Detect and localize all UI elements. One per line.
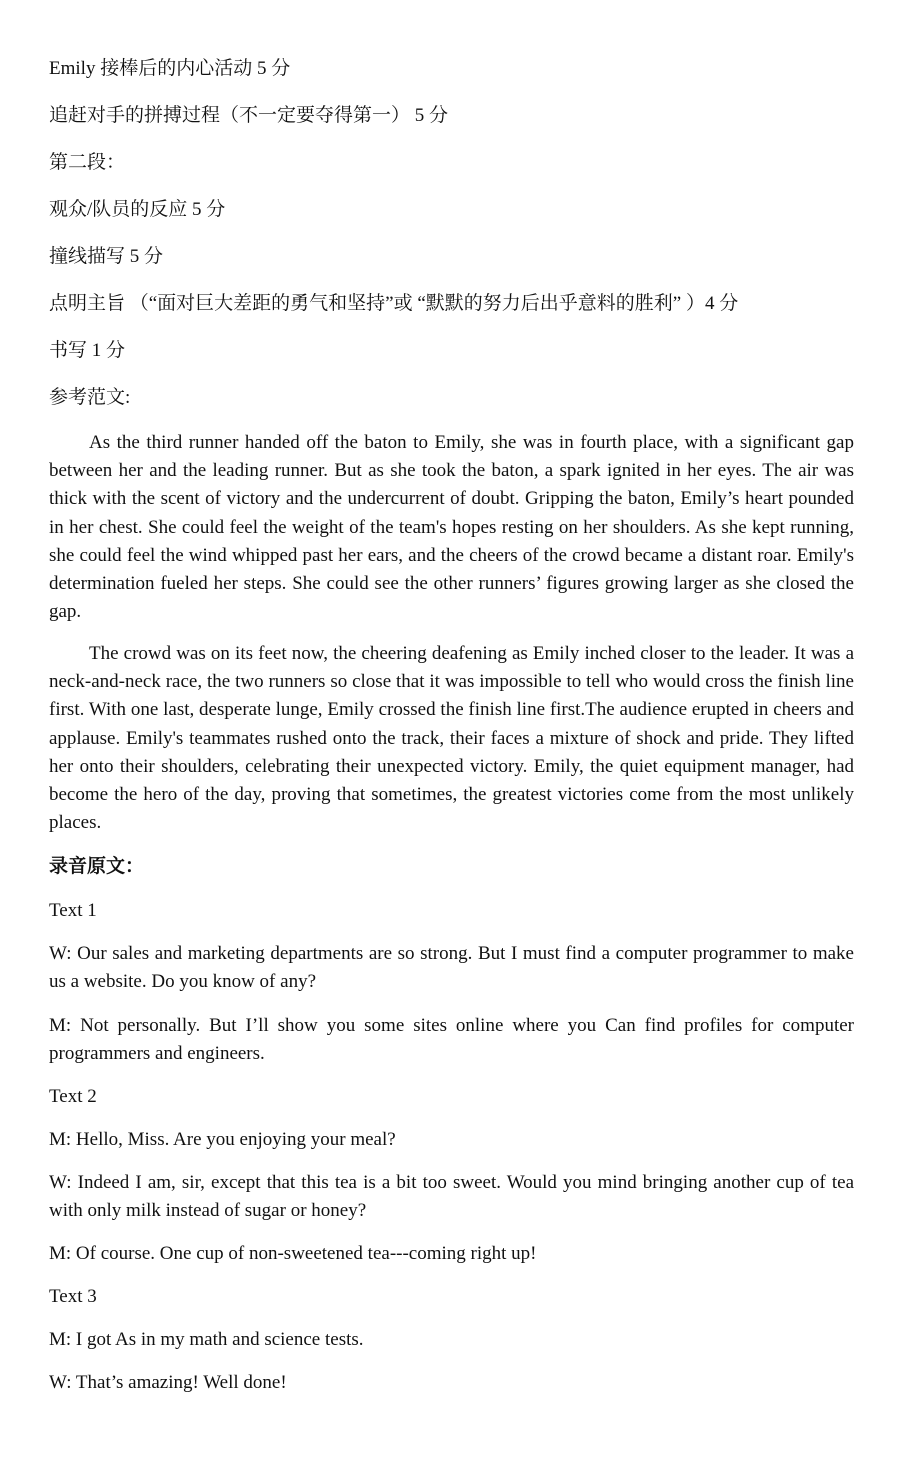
rubric-item-theme: 点明主旨 （“面对巨大差距的勇气和坚持”或 “默默的努力后出乎意料的胜利” ）4 分	[49, 293, 739, 314]
transcript-text2-line1: M: Hello, Miss. Are you enjoying your meal?	[49, 1129, 396, 1150]
sample-essay-paragraph-2: The crowd was on its feet now, the cheering deafening as Emily inched closer to the leader. It was a neck-and-neck race, the two runners so close that it was impossible to tell who would cross the finish line first. With one last, desperate lunge, Emily crossed the finish line first.The audience erupted in cheers and applause. Emily's teammates rushed onto the track, their faces a mixture of shock and pride. They lifted her onto their shoulders, celebrating their unexpected victory. Emily, the quiet equipment manager, had become the hero of the day, proving that sometimes, the greatest victories come from the most unlikely places.	[49, 643, 854, 834]
sample-essay-heading: 参考范文:	[49, 387, 131, 408]
transcript-text2-label: Text 2	[49, 1086, 97, 1107]
rubric-item-handwriting: 书写 1 分	[49, 340, 126, 361]
transcript-text1-line2: M: Not personally. But I’ll show you some sites online where you Can find profiles for computer programmers and engineers.	[49, 1015, 854, 1065]
sample-essay-paragraph-1: As the third runner handed off the baton to Emily, she was in fourth place, with a significant gap between her and the leading runner. But as she took the baton, a spark ignited in her eyes. The air was thick with the scent of victory and the undercurrent of doubt. Gripping the baton, Emily’s heart pounded in her chest. She could feel the weight of the team's hopes resting on her shoulders. As she kept running, she could feel the wind whipped past her ears, and the cheers of the crowd became a distant roar. Emily's determination fueled her steps. She could see the other runners’ figures growing larger as she closed the gap.	[49, 432, 854, 623]
transcript-text3-label: Text 3	[49, 1286, 97, 1307]
transcript-text1-line1: W: Our sales and marketing departments are so strong. But I must find a computer programmer to make us a website. Do you know of any?	[49, 943, 854, 993]
transcript-text3-line1: M: I got As in my math and science tests.	[49, 1329, 364, 1350]
rubric-item-chase-process: 追赶对手的拼搏过程（不一定要夺得第一） 5 分	[49, 105, 449, 126]
transcript-text2-line2: W: Indeed I am, sir, except that this tea is a bit too sweet. Would you mind bringing another cup of tea with only milk instead of sugar or honey?	[49, 1172, 854, 1222]
rubric-section-two-heading: 第二段：	[49, 152, 126, 173]
rubric-item-audience-reaction: 观众/队员的反应 5 分	[49, 199, 226, 220]
transcript-heading: 录音原文：	[49, 856, 145, 877]
rubric-item-inner-activity: Emily 接棒后的内心活动 5 分	[49, 58, 291, 79]
transcript-text2-line3: M: Of course. One cup of non-sweetened tea---coming right up!	[49, 1243, 537, 1264]
transcript-text1-label: Text 1	[49, 900, 97, 921]
rubric-item-finish-description: 撞线描写 5 分	[49, 246, 164, 267]
transcript-text3-line2: W: That’s amazing! Well done!	[49, 1372, 287, 1393]
